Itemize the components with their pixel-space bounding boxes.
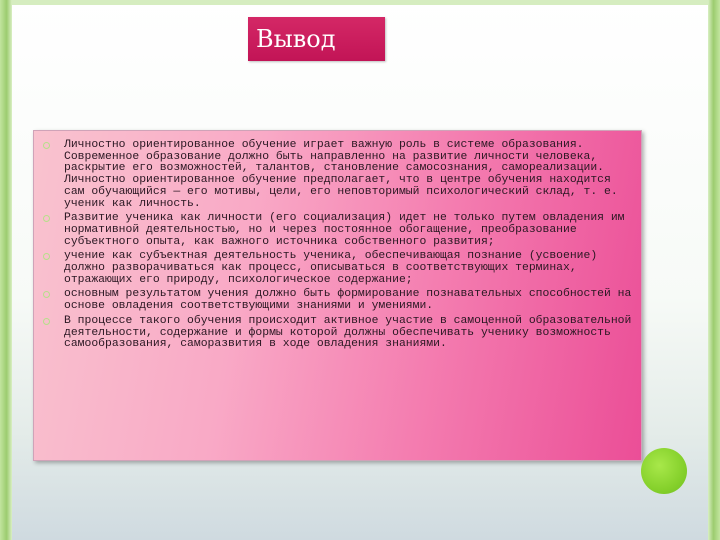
bullet-item-1: [34, 140, 643, 210]
right-border-decoration: [708, 0, 720, 540]
bullet-circle-icon: [43, 253, 50, 260]
content-panel: [33, 130, 642, 461]
bullet-circle-icon: [43, 142, 50, 149]
bullet-item-4: [34, 289, 643, 312]
bullet-text: учение как субъектная деятельность ученика, обеспечивающая познание (усвоение) должно разворачиваться как процесс, описываться в соответствующих терминах, отражающих его природу, психологическое содержание;: [64, 250, 598, 286]
bullet-circle-icon: [43, 318, 50, 325]
bullet-item-2: [34, 213, 643, 248]
bullet-text: Развитие ученика как личности (его социализация) идет не только путем овладения им нормативной деятельностью, но и через постоянное обогащение, преобразование субъектного опыта, как важного источника собственного развития;: [64, 212, 625, 248]
bullet-circle-icon: [43, 291, 50, 298]
bullet-text: основным результатом учения должно быть формирование познавательных способностей на основе овладения соответствующими знаниями и умениями.: [64, 288, 632, 313]
bullet-text: Личностно ориентированное обучение играет важную роль в системе образования. Современное образование должно быть направленно на развитие личности человека, раскрытие его возможностей, талантов, становление самосознания, самореализации. Личностно ориентированное обучение предполагает, что в центре обучения находится сам обучающийся — его мотивы, цели, его неповторимый психологический склад, т. е. ученик как личность.: [64, 139, 618, 210]
left-border-decoration: [0, 0, 12, 540]
bullet-list: [34, 140, 643, 354]
top-border-decoration: [12, 0, 708, 5]
bullet-item-5: [34, 316, 643, 351]
bullet-item-3: [34, 251, 643, 286]
bullet-text: В процессе такого обучения происходит активное участие в самоценной образовательной деятельности, содержание и формы которой должны обеспечивать ученику возможность самообразования, саморазвития в ходе овладения знаниями.: [64, 314, 632, 351]
bullet-circle-icon: [43, 215, 50, 222]
slide-title: Вывод: [248, 17, 385, 61]
green-circle-icon: [641, 448, 687, 494]
